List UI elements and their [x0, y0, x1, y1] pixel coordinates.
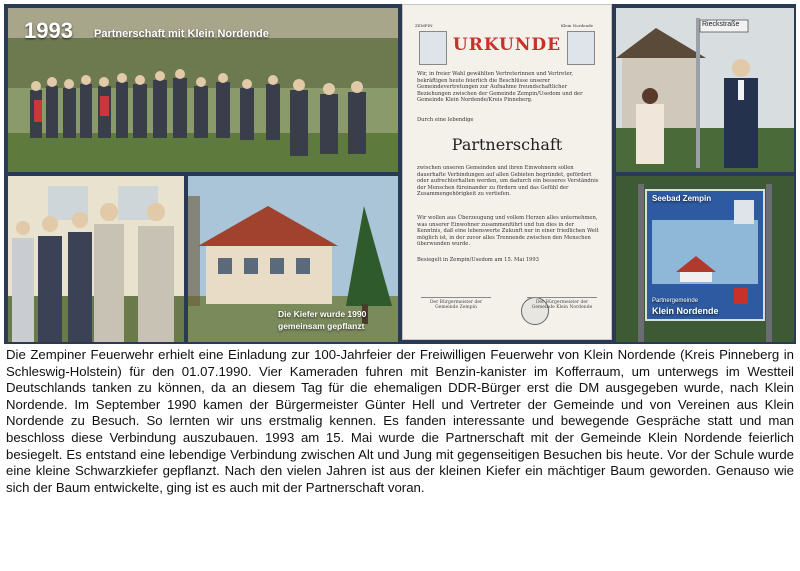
certificate-title: URKUNDE: [452, 35, 562, 55]
pine-caption-line1: Die Kiefer wurde 1990: [278, 309, 367, 319]
pine-caption-line2: gemeinsam gepflanzt: [278, 321, 365, 331]
partnership-caption: Partnerschaft mit Klein Nordende: [94, 28, 269, 40]
town-sign-photo: [616, 176, 794, 342]
signature-left: Der Bürgermeister der Gemeinde Zempin: [421, 297, 491, 310]
street-sign-label: Rieckstraße: [702, 21, 740, 28]
certificate-para4: Wir wollen aus Überzeugung und vollem Herzen alles unternehmen, was unserer Einwohner zusammenführt und tun dies in der Kenntnis, daß eine lebenswerte Zukunft nur in einer friedlichen Welt möglich ist, in der zuvor alles Trennende zwischen den Menschen überwunden wurde.: [417, 215, 599, 248]
school-pine-photo: [188, 176, 398, 342]
certificate-partnership-word: Partnerschaft: [451, 135, 563, 154]
year-label: 1993: [24, 18, 73, 43]
certificate-para2: Durch eine lebendige: [417, 117, 474, 123]
crest-right-label: Klein Nordende: [561, 23, 594, 28]
sign-line1: Seebad Zempin: [652, 194, 712, 203]
certificate-place-date: Besiegelt in Zempin/Usedom am 15. Mai 1993: [417, 257, 539, 263]
sign-line3: Klein Nordende: [652, 306, 719, 316]
crest-left-label: ZEMPIN: [415, 23, 433, 28]
ceremony-photo: [616, 8, 794, 172]
group-photo-1993: [8, 8, 398, 172]
history-text: Die Zempiner Feuerwehr erhielt eine Einladung zur 100-Jahrfeier der Freiwilligen Feuerwehr von Klein Nordende (Kreis Pinneberg in Schleswig-Holstein) für den 01.07.1990. Vier Kameraden fuhren mit Benzin-kanister im Kofferraum, um unterwegs im Westteil Deutschlands tanken zu können, da an diesem Tag für die ehemaligen DDR-Bürger erst die DM ausgegeben wurde, nach Klein Nordende. Im September 1990 kamen der Bürgermeister Günter Hell und Vertreter der Gemeinde und von Vereinen aus Klein Nordende zu Besuch. So lernten wir uns erstmalig kennen. Es fanden interessante und bewegende Gespräche statt und man beschloss diese Verbindung auszubauen. 1993 am 15. Mai wurde die Partnerschaft mit der Gemeinde Klein Nordende feierlich besiegelt. Es entstand eine lebendige Verbindung zwischen Alt und Jung mit gegenseitigen Besuchen bis heute. Vor der Schule wurde eine kleine Schwarzkiefer gepflanzt. Nach den vielen Jahren ist aus der kleinen Kiefer ein mächtiger Baum geworden. Genauso wie sich der Baum entwickelte, ging ist es auch mit der Partnerschaft voran.: [6, 347, 794, 495]
certificate-para3: zwischen unseren Gemeinden und ihren Einwohnern sollen dauerhafte Verbindungen auf allen Gebieten begründet, gefördert oder aufrechterhalten werden, um dadurch ein besseres Verständnis der Menschen füreinander zu fördern und das Gefühl der Zusammengehörigkeit zu vertiefen.: [417, 165, 599, 198]
partnership-certificate: [402, 4, 612, 340]
certificate-para1: Wir, in freier Wahl gewählten Vertreterinnen und Vertreter, bekräftigen heute feierlich die Beschlüsse unserer Gemeindevertretungen zur Aufnahme freundschaftlicher Beziehungen zwischen der Gemeinde Zempin/Usedom und der Gemeinde Klein Nordende/Kreis Pinneberg.: [417, 71, 583, 104]
signature-right: Der Bürgermeister der Gemeinde Klein Nordende: [527, 297, 597, 310]
sign-line2: Partnergemeinde: [652, 298, 699, 304]
delegation-photo: [8, 176, 184, 342]
